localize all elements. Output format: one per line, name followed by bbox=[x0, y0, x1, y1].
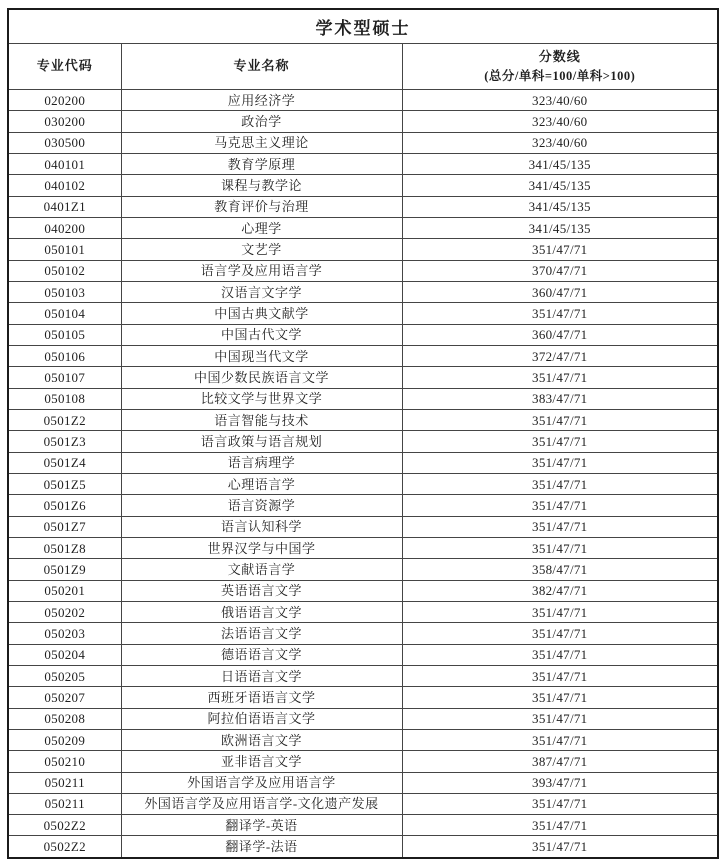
cell-code: 020200 bbox=[8, 90, 121, 111]
cell-code: 040101 bbox=[8, 153, 121, 174]
cell-code: 040102 bbox=[8, 175, 121, 196]
cell-code: 050103 bbox=[8, 281, 121, 302]
cell-code: 050205 bbox=[8, 665, 121, 686]
cell-name: 中国古典文献学 bbox=[121, 303, 402, 324]
cell-score: 351/47/71 bbox=[402, 601, 718, 622]
score-table bbox=[7, 8, 719, 859]
cell-name: 语言政策与语言规划 bbox=[121, 431, 402, 452]
cell-score: 351/47/71 bbox=[402, 687, 718, 708]
cell-score: 351/47/71 bbox=[402, 623, 718, 644]
cell-code: 0502Z2 bbox=[8, 836, 121, 858]
cell-code: 050204 bbox=[8, 644, 121, 665]
cell-name: 文献语言学 bbox=[121, 559, 402, 580]
column-header-score-line2: (总分/单科=100/单科>100) bbox=[484, 68, 636, 83]
score-table-container bbox=[7, 8, 719, 859]
cell-score: 341/45/135 bbox=[402, 175, 718, 196]
cell-name: 政治学 bbox=[121, 111, 402, 132]
cell-name: 英语语言文学 bbox=[121, 580, 402, 601]
cell-name: 教育学原理 bbox=[121, 153, 402, 174]
cell-score: 351/47/71 bbox=[402, 793, 718, 814]
cell-name: 汉语言文字学 bbox=[121, 281, 402, 302]
table-row bbox=[8, 793, 718, 814]
cell-score: 351/47/71 bbox=[402, 836, 718, 858]
cell-score: 387/47/71 bbox=[402, 751, 718, 772]
cell-code: 050102 bbox=[8, 260, 121, 281]
cell-score: 383/47/71 bbox=[402, 388, 718, 409]
cell-name: 语言学及应用语言学 bbox=[121, 260, 402, 281]
cell-score: 351/47/71 bbox=[402, 729, 718, 750]
table-row bbox=[8, 559, 718, 580]
cell-score: 341/45/135 bbox=[402, 196, 718, 217]
column-header-score-line1: 分数线 bbox=[538, 49, 581, 65]
cell-name: 中国古代文学 bbox=[121, 324, 402, 345]
cell-name: 中国少数民族语言文学 bbox=[121, 367, 402, 388]
cell-name: 亚非语言文学 bbox=[121, 751, 402, 772]
cell-code: 0501Z9 bbox=[8, 559, 121, 580]
cell-name: 文艺学 bbox=[121, 239, 402, 260]
table-row bbox=[8, 644, 718, 665]
table-row bbox=[8, 281, 718, 302]
cell-code: 0502Z2 bbox=[8, 815, 121, 836]
cell-code: 0501Z5 bbox=[8, 473, 121, 494]
cell-code: 050201 bbox=[8, 580, 121, 601]
table-row bbox=[8, 388, 718, 409]
table-row bbox=[8, 303, 718, 324]
cell-score: 351/47/71 bbox=[402, 303, 718, 324]
table-row bbox=[8, 580, 718, 601]
table-title: 学术型硕士 bbox=[8, 9, 718, 44]
cell-name: 马克思主义理论 bbox=[121, 132, 402, 153]
cell-score: 351/47/71 bbox=[402, 495, 718, 516]
table-row bbox=[8, 324, 718, 345]
cell-code: 050106 bbox=[8, 345, 121, 366]
cell-name: 中国现当代文学 bbox=[121, 345, 402, 366]
cell-score: 393/47/71 bbox=[402, 772, 718, 793]
cell-code: 050107 bbox=[8, 367, 121, 388]
table-row bbox=[8, 537, 718, 558]
cell-code: 0501Z2 bbox=[8, 409, 121, 430]
column-header-name: 专业名称 bbox=[121, 44, 402, 90]
cell-code: 050209 bbox=[8, 729, 121, 750]
cell-code: 050211 bbox=[8, 793, 121, 814]
cell-code: 050208 bbox=[8, 708, 121, 729]
table-row bbox=[8, 196, 718, 217]
cell-name: 翻译学-法语 bbox=[121, 836, 402, 858]
cell-score: 323/40/60 bbox=[402, 132, 718, 153]
cell-code: 050203 bbox=[8, 623, 121, 644]
table-row bbox=[8, 431, 718, 452]
table-header-row bbox=[8, 44, 718, 90]
cell-code: 050211 bbox=[8, 772, 121, 793]
cell-name: 心理语言学 bbox=[121, 473, 402, 494]
cell-name: 应用经济学 bbox=[121, 90, 402, 111]
cell-name: 世界汉学与中国学 bbox=[121, 537, 402, 558]
table-row bbox=[8, 751, 718, 772]
cell-score: 351/47/71 bbox=[402, 665, 718, 686]
table-row bbox=[8, 367, 718, 388]
cell-score: 372/47/71 bbox=[402, 345, 718, 366]
cell-score: 351/47/71 bbox=[402, 537, 718, 558]
cell-code: 0401Z1 bbox=[8, 196, 121, 217]
cell-score: 351/47/71 bbox=[402, 431, 718, 452]
cell-name: 日语语言文学 bbox=[121, 665, 402, 686]
table-row bbox=[8, 815, 718, 836]
cell-score: 360/47/71 bbox=[402, 281, 718, 302]
table-row bbox=[8, 495, 718, 516]
cell-code: 050101 bbox=[8, 239, 121, 260]
cell-name: 课程与教学论 bbox=[121, 175, 402, 196]
cell-name: 阿拉伯语语言文学 bbox=[121, 708, 402, 729]
table-row bbox=[8, 345, 718, 366]
cell-name: 语言认知科学 bbox=[121, 516, 402, 537]
cell-score: 351/47/71 bbox=[402, 516, 718, 537]
table-row bbox=[8, 601, 718, 622]
cell-score: 341/45/135 bbox=[402, 217, 718, 238]
cell-code: 0501Z6 bbox=[8, 495, 121, 516]
cell-score: 360/47/71 bbox=[402, 324, 718, 345]
table-row bbox=[8, 260, 718, 281]
table-title-row bbox=[8, 9, 718, 44]
cell-code: 0501Z4 bbox=[8, 452, 121, 473]
cell-code: 0501Z7 bbox=[8, 516, 121, 537]
table-row bbox=[8, 473, 718, 494]
cell-code: 050104 bbox=[8, 303, 121, 324]
table-body bbox=[8, 90, 718, 858]
cell-code: 030200 bbox=[8, 111, 121, 132]
cell-code: 050210 bbox=[8, 751, 121, 772]
cell-name: 西班牙语语言文学 bbox=[121, 687, 402, 708]
table-row bbox=[8, 111, 718, 132]
table-row bbox=[8, 772, 718, 793]
cell-score: 351/47/71 bbox=[402, 409, 718, 430]
cell-name: 外国语言学及应用语言学 bbox=[121, 772, 402, 793]
cell-code: 040200 bbox=[8, 217, 121, 238]
table-row bbox=[8, 175, 718, 196]
cell-name: 语言资源学 bbox=[121, 495, 402, 516]
cell-score: 351/47/71 bbox=[402, 367, 718, 388]
cell-code: 050202 bbox=[8, 601, 121, 622]
cell-score: 351/47/71 bbox=[402, 815, 718, 836]
table-row bbox=[8, 452, 718, 473]
cell-score: 351/47/71 bbox=[402, 452, 718, 473]
cell-score: 351/47/71 bbox=[402, 708, 718, 729]
cell-score: 351/47/71 bbox=[402, 473, 718, 494]
cell-score: 358/47/71 bbox=[402, 559, 718, 580]
table-row bbox=[8, 239, 718, 260]
table-row bbox=[8, 516, 718, 537]
table-row bbox=[8, 409, 718, 430]
cell-score: 382/47/71 bbox=[402, 580, 718, 601]
table-row bbox=[8, 132, 718, 153]
cell-code: 050108 bbox=[8, 388, 121, 409]
cell-score: 351/47/71 bbox=[402, 239, 718, 260]
cell-score: 323/40/60 bbox=[402, 111, 718, 132]
cell-name: 欧洲语言文学 bbox=[121, 729, 402, 750]
table-row bbox=[8, 665, 718, 686]
cell-score: 351/47/71 bbox=[402, 644, 718, 665]
cell-score: 323/40/60 bbox=[402, 90, 718, 111]
column-header-score bbox=[402, 44, 718, 90]
cell-code: 0501Z3 bbox=[8, 431, 121, 452]
table-row bbox=[8, 687, 718, 708]
cell-name: 外国语言学及应用语言学-文化遗产发展 bbox=[121, 793, 402, 814]
cell-code: 050105 bbox=[8, 324, 121, 345]
cell-name: 教育评价与治理 bbox=[121, 196, 402, 217]
table-row bbox=[8, 90, 718, 111]
cell-score: 370/47/71 bbox=[402, 260, 718, 281]
table-row bbox=[8, 836, 718, 858]
cell-name: 比较文学与世界文学 bbox=[121, 388, 402, 409]
cell-name: 德语语言文学 bbox=[121, 644, 402, 665]
cell-name: 语言病理学 bbox=[121, 452, 402, 473]
table-row bbox=[8, 708, 718, 729]
cell-code: 050207 bbox=[8, 687, 121, 708]
table-row bbox=[8, 729, 718, 750]
cell-name: 语言智能与技术 bbox=[121, 409, 402, 430]
cell-code: 0501Z8 bbox=[8, 537, 121, 558]
cell-name: 法语语言文学 bbox=[121, 623, 402, 644]
table-row bbox=[8, 217, 718, 238]
cell-score: 341/45/135 bbox=[402, 153, 718, 174]
cell-code: 030500 bbox=[8, 132, 121, 153]
column-header-code: 专业代码 bbox=[8, 44, 121, 90]
cell-name: 翻译学-英语 bbox=[121, 815, 402, 836]
cell-name: 心理学 bbox=[121, 217, 402, 238]
cell-name: 俄语语言文学 bbox=[121, 601, 402, 622]
table-row bbox=[8, 153, 718, 174]
table-row bbox=[8, 623, 718, 644]
